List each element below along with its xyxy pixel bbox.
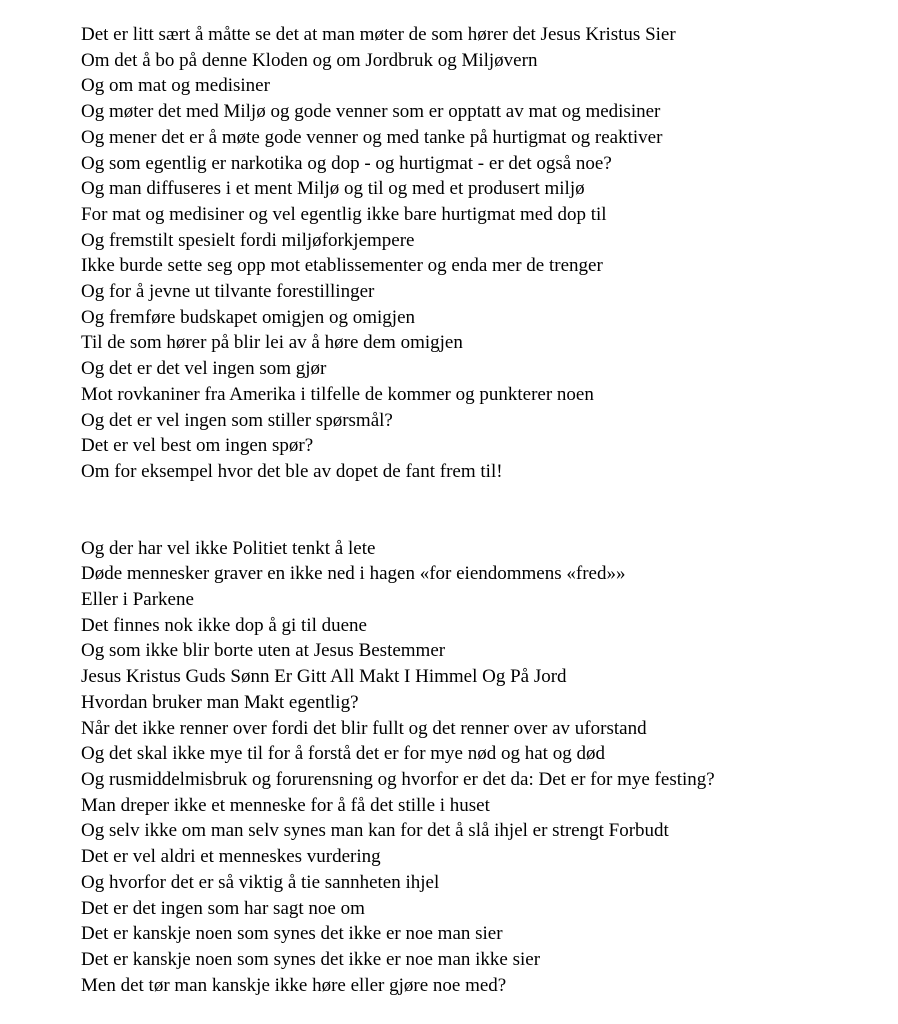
poem-line: Døde mennesker graver en ikke ned i hagen «for eiendommens «fred»» <box>81 563 626 585</box>
poem-line: Og hvorfor det er så viktig å tie sannheten ihjel <box>81 871 440 893</box>
poem-line: Man dreper ikke et menneske for å få det stille i huset <box>81 794 490 816</box>
poem-line: Det finnes nok ikke dop å gi til duene <box>81 614 367 636</box>
poem-line: Og rusmiddelmisbruk og forurensning og hvorfor er det da: Det er for mye festing? <box>81 768 715 790</box>
poem-line: Men det tør man kanskje ikke høre eller gjøre noe med? <box>81 974 507 996</box>
poem-line: Det er kanskje noen som synes det ikke er noe man ikke sier <box>81 948 541 970</box>
poem-line: Det er litt sært å måtte se det at man møter de som hører det Jesus Kristus Sier <box>81 24 676 45</box>
poem-line: Det er vel best om ingen spør? <box>81 435 314 457</box>
poem-line: Og som ikke blir borte uten at Jesus Bestemmer <box>81 640 446 662</box>
poem-line: Om det å bo på denne Kloden og om Jordbruk og Miljøvern <box>81 49 538 71</box>
poem-line: Det er det ingen som har sagt noe om <box>81 897 365 919</box>
poem-line: Mot rovkaniner fra Amerika i tilfelle de kommer og punkterer noen <box>81 383 594 405</box>
poem-page <box>81 22 881 998</box>
poem-line: For mat og medisiner og vel egentlig ikke bare hurtigmat med dop til <box>81 203 607 225</box>
stanza-break <box>81 485 881 536</box>
poem-line: Og det er vel ingen som stiller spørsmål? <box>81 409 393 431</box>
poem-line: Hvordan bruker man Makt egentlig? <box>81 691 359 713</box>
poem-line: Om for eksempel hvor det ble av dopet de fant frem til! <box>81 460 503 482</box>
poem-line: Og man diffuseres i et ment Miljø og til og med et produsert miljø <box>81 178 585 200</box>
poem-line: Og fremstilt spesielt fordi miljøforkjempere <box>81 229 415 251</box>
poem-line: Og det skal ikke mye til for å forstå det er for mye nød og hat og død <box>81 743 605 765</box>
poem-line: Og møter det med Miljø og gode venner som er opptatt av mat og medisiner <box>81 101 661 123</box>
poem-line: Og som egentlig er narkotika og dop - og hurtigmat - er det også noe? <box>81 152 612 174</box>
poem-line: Og det er det vel ingen som gjør <box>81 358 327 380</box>
poem-line: Det er vel aldri et menneskes vurdering <box>81 846 381 868</box>
poem-line: Og om mat og medisiner <box>81 75 270 97</box>
poem-line: Eller i Parkene <box>81 589 194 611</box>
poem-line: Ikke burde sette seg opp mot etablissementer og enda mer de trenger <box>81 255 603 277</box>
poem-line: Til de som hører på blir lei av å høre dem omigjen <box>81 332 463 354</box>
poem-line: Det er kanskje noen som synes det ikke er noe man sier <box>81 923 503 945</box>
stanza-2 <box>81 536 881 999</box>
poem-line: Og selv ikke om man selv synes man kan for det å slå ihjel er strengt Forbudt <box>81 820 669 842</box>
poem-line: Jesus Kristus Guds Sønn Er Gitt All Makt I Himmel Og På Jord <box>81 666 567 688</box>
poem-line: Og for å jevne ut tilvante forestillinger <box>81 281 375 303</box>
poem-line: Og mener det er å møte gode venner og med tanke på hurtigmat og reaktiver <box>81 126 663 148</box>
poem-line: Og fremføre budskapet omigjen og omigjen <box>81 306 416 328</box>
poem-line: Og der har vel ikke Politiet tenkt å lete <box>81 537 376 559</box>
poem-line: Når det ikke renner over fordi det blir fullt og det renner over av uforstand <box>81 717 647 739</box>
stanza-1 <box>81 22 881 485</box>
